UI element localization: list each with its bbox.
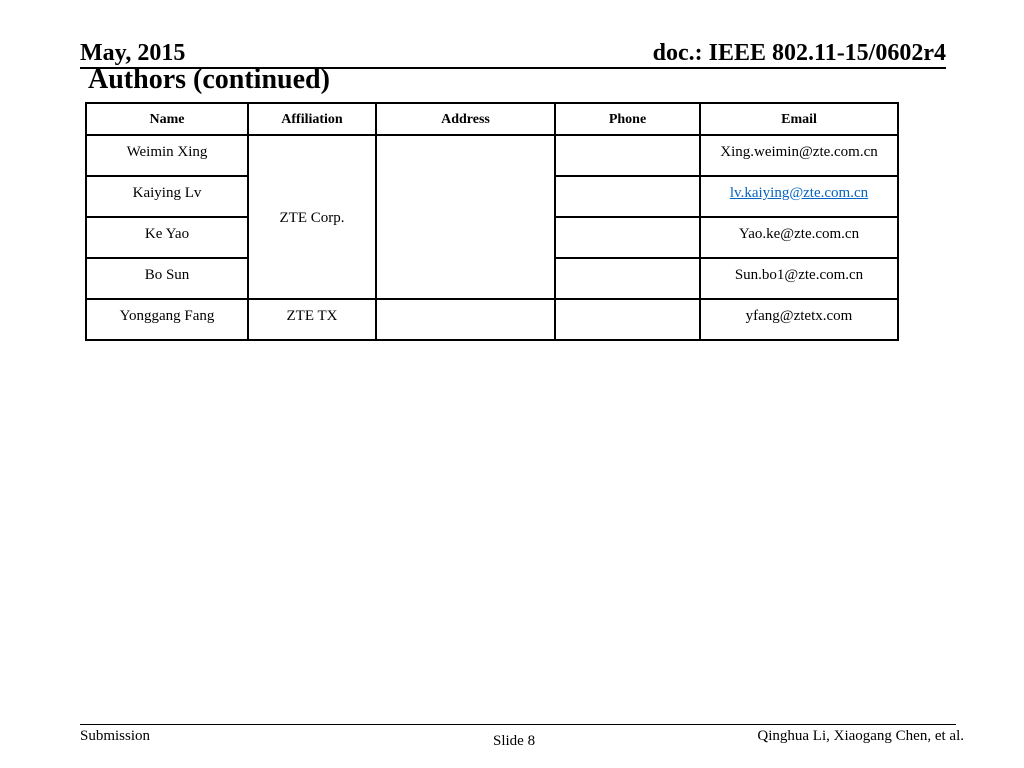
table-header-row bbox=[86, 103, 898, 135]
footer-authors: Qinghua Li, Xiaogang Chen, et al. bbox=[757, 728, 964, 744]
cell-phone bbox=[555, 217, 700, 258]
cell-email bbox=[700, 176, 898, 217]
cell-email: Xing.weimin@zte.com.cn bbox=[700, 135, 898, 176]
cell-name: Bo Sun bbox=[86, 258, 248, 299]
footer-divider bbox=[80, 724, 956, 725]
cell-name: Yonggang Fang bbox=[86, 299, 248, 340]
column-header-phone: Phone bbox=[555, 103, 700, 135]
cell-phone bbox=[555, 176, 700, 217]
cell-phone bbox=[555, 299, 700, 340]
cell-email: Yao.ke@zte.com.cn bbox=[700, 217, 898, 258]
column-header-name: Name bbox=[86, 103, 248, 135]
column-header-address: Address bbox=[376, 103, 555, 135]
cell-name: Ke Yao bbox=[86, 217, 248, 258]
footer-slide-number: Slide 8 bbox=[493, 733, 536, 749]
cell-phone bbox=[555, 135, 700, 176]
header-date: May, 2015 bbox=[80, 40, 186, 66]
slide-title: Authors (continued) bbox=[88, 64, 330, 95]
footer-submission: Submission bbox=[80, 728, 151, 744]
cell-affiliation-merged: ZTE Corp. bbox=[248, 135, 376, 299]
column-header-email: Email bbox=[700, 103, 898, 135]
cell-address bbox=[376, 299, 555, 340]
cell-address-merged bbox=[376, 135, 555, 299]
cell-affiliation: ZTE TX bbox=[248, 299, 376, 340]
column-header-affiliation: Affiliation bbox=[248, 103, 376, 135]
table-row bbox=[86, 135, 898, 176]
table-row bbox=[86, 299, 898, 340]
cell-name: Weimin Xing bbox=[86, 135, 248, 176]
email-link[interactable]: lv.kaiying@zte.com.cn bbox=[729, 185, 869, 201]
header-doc-id: doc.: IEEE 802.11-15/0602r4 bbox=[652, 40, 946, 66]
cell-email: yfang@ztetx.com bbox=[700, 299, 898, 340]
authors-table bbox=[85, 102, 899, 341]
cell-email: Sun.bo1@zte.com.cn bbox=[700, 258, 898, 299]
cell-phone bbox=[555, 258, 700, 299]
cell-name: Kaiying Lv bbox=[86, 176, 248, 217]
